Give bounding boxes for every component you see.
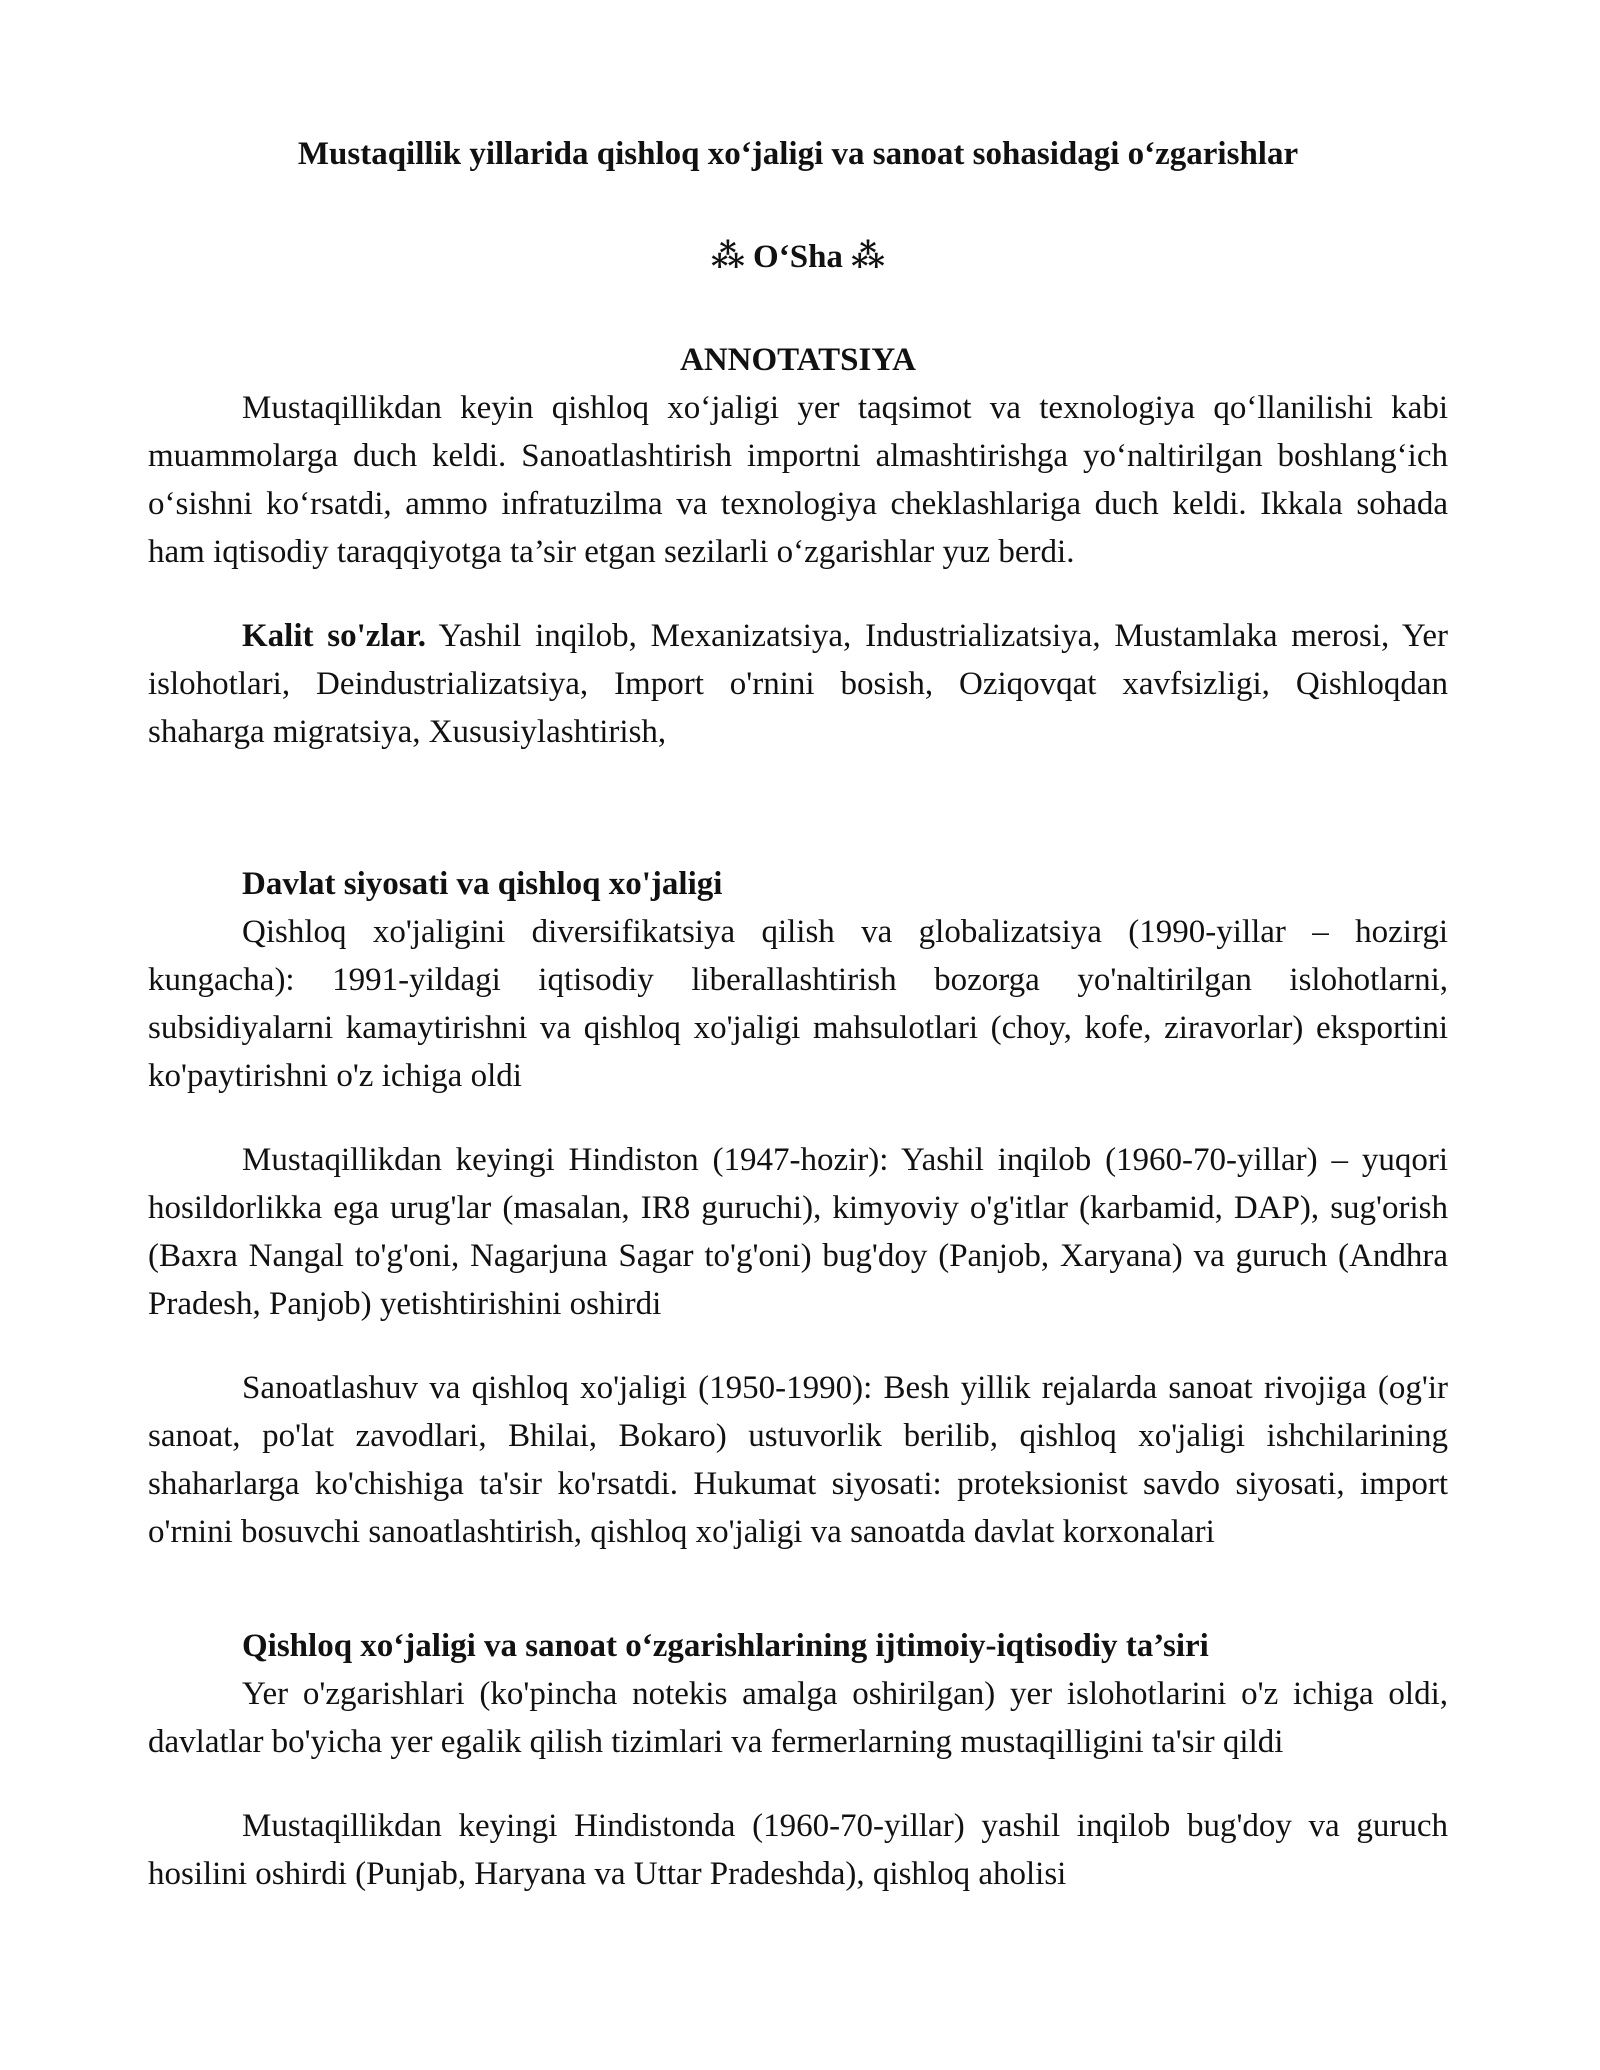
annotation-heading: ANNOTATSIYA [680,342,916,378]
document-title: Mustaqillik yillarida qishloq xo‘jaligi va sanoat sohasidagi o‘zgarishlar [297,136,1299,172]
section-paragraph: Qishloq xo'jaligini diversifikatsiya qilish va globalizatsiya (1990-yillar – hozirgi kungacha): 1991-yildagi iqtisodiy liberallashtirish bozorga yo'naltirilgan islohotlarni, subsidiyalarni kamaytirishni va qishloq xo'jaligi mahsulotlari (choy, kofe, ziravorlar) eksportini ko'paytirishni o'z ichiga oldi [148,914,1448,1094]
annotation-text: Mustaqillikdan keyin qishloq xo‘jaligi yer taqsimot va texnologiya qo‘llanilishi kabi muammolarga duch keldi. Sanoatlashtirish importni almashtirishga yo‘naltirilgan boshlang‘ich o‘sishni ko‘rsatdi, ammo infratuzilma va texnologiya cheklashlariga duch keldi. Ikkala sohada ham iqtisodiy taraqqiyotga ta’sir etgan sezilarli o‘zgarishlar yuz berdi. [148,390,1448,570]
keywords-label: Kalit so'zlar. [242,618,426,654]
section-heading: Davlat siyosati va qishloq xo'jaligi [242,866,723,902]
section-paragraph: Mustaqillikdan keyingi Hindistonda (1960-70-yillar) yashil inqilob bug'doy va guruch hosilini oshirdi (Punjab, Haryana va Uttar Pradeshda), qishloq aholisi [148,1808,1448,1892]
section-heading: Qishloq xo‘jaligi va sanoat o‘zgarishlarining ijtimoiy-iqtisodiy ta’siri [242,1628,1209,1664]
author-line: ⁂ O‘Sha ⁂ [711,239,885,275]
keywords-paragraph [148,612,1448,756]
section-paragraph: Sanoatlashuv va qishloq xo'jaligi (1950-1990): Besh yillik rejalarda sanoat rivojiga (og'ir sanoat, po'lat zavodlari, Bhilai, Bokaro) ustuvorlik berilib, qishloq xo'jaligi ishchilarining shaharlarga ko'chishiga ta'sir ko'rsatdi. Hukumat siyosati: proteksionist savdo siyosati, import o'rnini bosuvchi sanoatlashtirish, qishloq xo'jaligi va sanoatda davlat korxonalari [148,1370,1448,1550]
document-page [148,130,1448,1898]
keywords-text: Yashil inqilob, Mexanizatsiya, Industrializatsiya, Mustamlaka merosi, Yer islohotlari, Deindustrializatsiya, Import o'rnini bosish, Oziqovqat xavfsizligi, Qishloqdan shaharga migratsiya, Xususiylashtirish, [148,618,1448,750]
section-paragraph: Mustaqillikdan keyingi Hindiston (1947-hozir): Yashil inqilob (1960-70-yillar) – yuqori hosildorlikka ega urug'lar (masalan, IR8 guruchi), kimyoviy o'g'itlar (karbamid, DAP), sug'orish (Baxra Nangal to'g'oni, Nagarjuna Sagar to'g'oni) bug'doy (Panjob, Xaryana) va guruch (Andhra Pradesh, Panjob) yetishtirishini oshirdi [148,1142,1448,1322]
section-paragraph: Yer o'zgarishlari (ko'pincha notekis amalga oshirilgan) yer islohotlarini o'z ichiga oldi, davlatlar bo'yicha yer egalik qilish tizimlari va fermerlarning mustaqilligini ta'sir qildi [148,1676,1448,1760]
